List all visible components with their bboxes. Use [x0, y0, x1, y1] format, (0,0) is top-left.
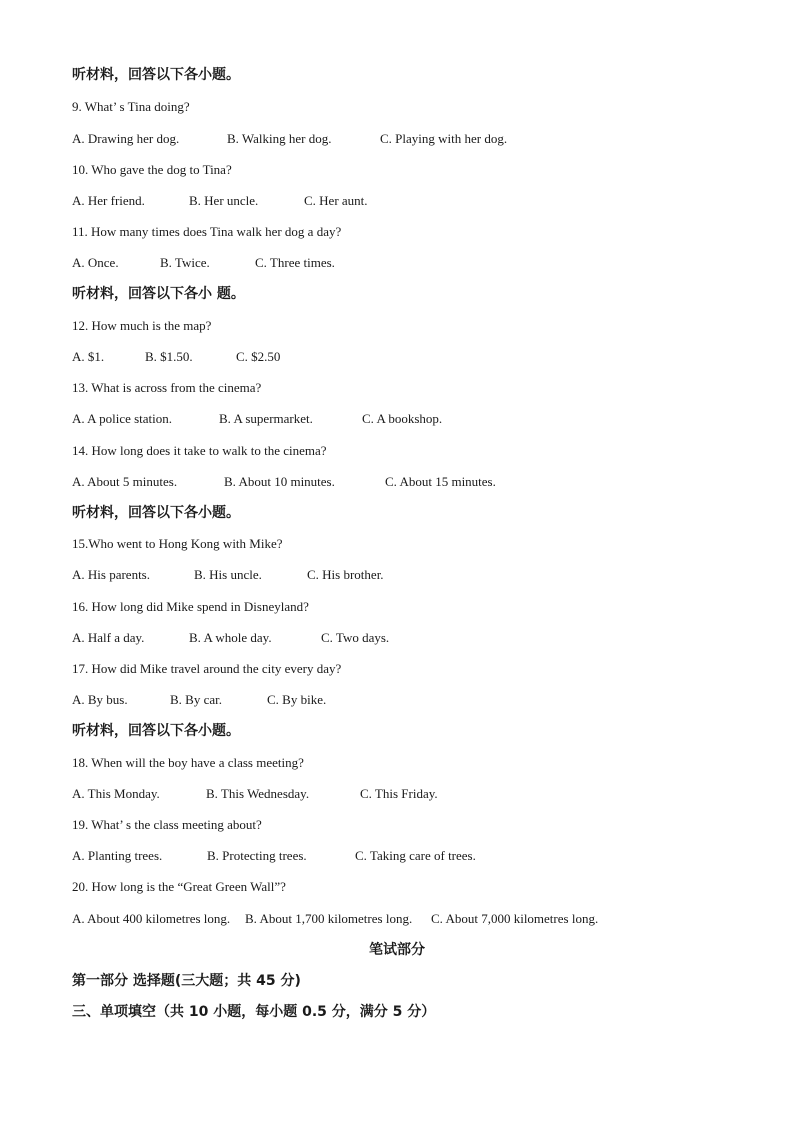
option-a: A. Her friend.	[72, 193, 145, 208]
section-three-title: 三、单项填空（共 10 小题，每小题 0.5 分，满分 5 分）	[72, 1004, 436, 1020]
option-c: C. A bookshop.	[362, 411, 443, 426]
option-c: C. Her aunt.	[304, 193, 368, 208]
option-a: A. Drawing her dog.	[72, 131, 180, 146]
option-c: C. Playing with her dog.	[380, 131, 508, 146]
option-a: A. About 400 kilometres long.	[72, 911, 231, 926]
option-c: C. About 7,000 kilometres long.	[431, 911, 599, 926]
option-a: A. His parents.	[72, 567, 150, 582]
options-12	[72, 349, 732, 365]
option-b: B. Walking her dog.	[227, 131, 332, 146]
option-b: B. Her uncle.	[189, 193, 259, 208]
option-c: C. His brother.	[307, 567, 384, 582]
options-13	[72, 411, 732, 427]
question-16: 16. How long did Mike spend in Disneyland?	[72, 599, 309, 614]
option-b: B. $1.50.	[145, 349, 193, 364]
option-b: B. A supermarket.	[219, 411, 313, 426]
question-14: 14. How long does it take to walk to the cinema?	[72, 443, 327, 458]
option-b: B. A whole day.	[189, 630, 272, 645]
option-b: B. By car.	[170, 692, 222, 707]
option-c: C. Two days.	[321, 630, 390, 645]
options-16	[72, 630, 732, 646]
section-heading: 听材料，回答以下各小题。	[72, 505, 240, 521]
question-10: 10. Who gave the dog to Tina?	[72, 162, 232, 177]
options-18	[72, 786, 732, 802]
option-b: B. About 10 minutes.	[224, 474, 335, 489]
question-20: 20. How long is the “Great Green Wall”?	[72, 879, 286, 894]
option-c: C. About 15 minutes.	[385, 474, 496, 489]
section-heading: 听材料，回答以下各小题。	[72, 723, 240, 739]
section-heading: 听材料，回答以下各小题。	[72, 67, 240, 83]
question-18: 18. When will the boy have a class meeting?	[72, 755, 304, 770]
option-c: C. This Friday.	[360, 786, 438, 801]
option-a: A. Planting trees.	[72, 848, 163, 863]
options-19	[72, 848, 732, 864]
options-15	[72, 567, 732, 583]
question-15: 15.Who went to Hong Kong with Mike?	[72, 536, 283, 551]
option-b: B. About 1,700 kilometres long.	[245, 911, 413, 926]
options-10	[72, 193, 732, 209]
option-b: B. Twice.	[160, 255, 210, 270]
question-17: 17. How did Mike travel around the city every day?	[72, 661, 342, 676]
option-a: A. Once.	[72, 255, 119, 270]
option-c: C. $2.50	[236, 349, 281, 364]
option-a: A. About 5 minutes.	[72, 474, 178, 489]
option-b: B. His uncle.	[194, 567, 262, 582]
options-11	[72, 255, 732, 271]
options-14	[72, 474, 732, 490]
question-13: 13. What is across from the cinema?	[72, 380, 262, 395]
option-c: C. By bike.	[267, 692, 327, 707]
option-b: B. This Wednesday.	[206, 786, 310, 801]
option-a: A. By bus.	[72, 692, 128, 707]
options-20	[72, 911, 732, 927]
question-11: 11. How many times does Tina walk her dog a day?	[72, 224, 342, 239]
option-c: C. Taking care of trees.	[355, 848, 476, 863]
option-a: A. $1.	[72, 349, 105, 364]
options-9	[72, 131, 732, 147]
question-9: 9. What’ s Tina doing?	[72, 99, 190, 114]
question-12: 12. How much is the map?	[72, 318, 212, 333]
written-part-title: 笔试部分	[369, 942, 425, 958]
option-b: B. Protecting trees.	[207, 848, 307, 863]
part-one-title: 第一部分 选择题(三大题；共 45 分)	[72, 973, 301, 989]
option-a: A. This Monday.	[72, 786, 160, 801]
option-a: A. A police station.	[72, 411, 173, 426]
option-c: C. Three times.	[255, 255, 335, 270]
section-heading: 听材料，回答以下各小 题。	[72, 286, 245, 302]
options-17	[72, 692, 732, 708]
question-19: 19. What’ s the class meeting about?	[72, 817, 262, 832]
option-a: A. Half a day.	[72, 630, 145, 645]
